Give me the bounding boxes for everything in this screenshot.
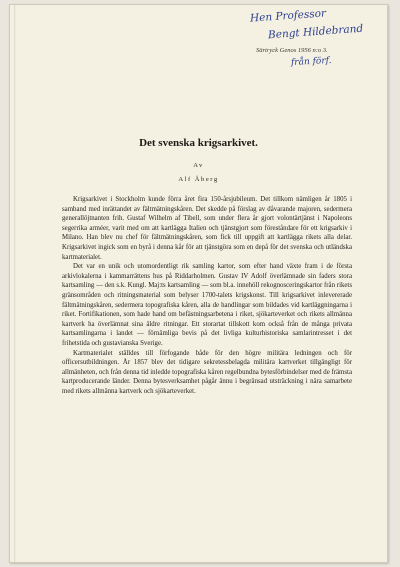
byline-av: Av — [193, 162, 204, 169]
offprint-note: Särtryck Genos 1956 n:o 3. — [256, 47, 328, 54]
page-fold-shadow — [14, 5, 16, 562]
handwritten-dedication-line-1: Hen Professor — [249, 7, 327, 25]
article-body — [62, 195, 352, 396]
paragraph: Det var en unik och utomordentligt rik samling kartor, som efter hand växte fram i de första arkivlokalerna i kammarrättens hus på Riddarholmen. Gustav IV Adolf överlämnade sin faders stora kartsamling — den s.k. Kungl. Maj:ts kartsamling — som bl.a. innehöll rekognosceringskartor från rikets gränsområden och ritningsmaterial som belyser 1700-talets krigskonst. Till krigsarkivet inlevererade fältmätningskåren, sedermera topografiska kåren, alla de handlingar som bildades vid kartläggningarna i riket. Fortifikationen, som hade hand om befästningsarbetena i riket, sjökarteverket och rikets allmänna kartverk ha överlämnat sina äldre ritningar. Ett storartat tillskott kom också från de många privata kartsamlingarna i landet — förnämliga bevis på det livliga kulturhistoriska samlarintresset i det frihetstida och gustavianska Sverige. — [62, 263, 352, 347]
handwritten-dedication-line-2: Bengt Hildebrand — [267, 22, 364, 42]
paragraph: Krigsarkivet i Stockholm kunde förra året fira 150-årsjubileum. Det tillkom nämligen år 1805 i samband med inrättandet av fältmätningskåren. Det skedde på förslag av dåvarande majoren, sedermera generallöjtnanten frih. Gustaf Wilhelm af Tibell, som under flera år gjort volontärtjänst i Napoleons segerrika arméer, varit med om att kartlägga Italien och tjänstgjort som föreståndare för ett krigsarkiv i Milano. Han blev nu chef för fältmätningskåren, som fick till uppgift att kartlägga rikets alla delar. Krigsarkivet ingick som en byrå i denna kår för att tjänstgöra som en depå för det svenska och utländska kartmaterialet. — [62, 196, 352, 261]
handwritten-dedication-line-3: från förf. — [290, 55, 332, 69]
offprint-page — [9, 4, 388, 563]
author-name: Alf Åberg — [178, 176, 219, 183]
article-title: Det svenska krigsarkivet. — [139, 137, 258, 149]
paragraph: Kartmaterialet ställdes till förfogande både för den högre militära ledningen och för officersutbildningen. År 1857 blev det tidigare sekretessbelagda militära kartverket tillgängligt för allmänheten, och från denna tid inledde topografiska kåren regelbundna bytesförbindelser med de främsta kartproducerande länder. Denna bytesverksamhet pågår ännu i begränsad utsträckning i nära samarbete med rikets allmänna kartverk och sjökarteverket. — [62, 349, 352, 395]
